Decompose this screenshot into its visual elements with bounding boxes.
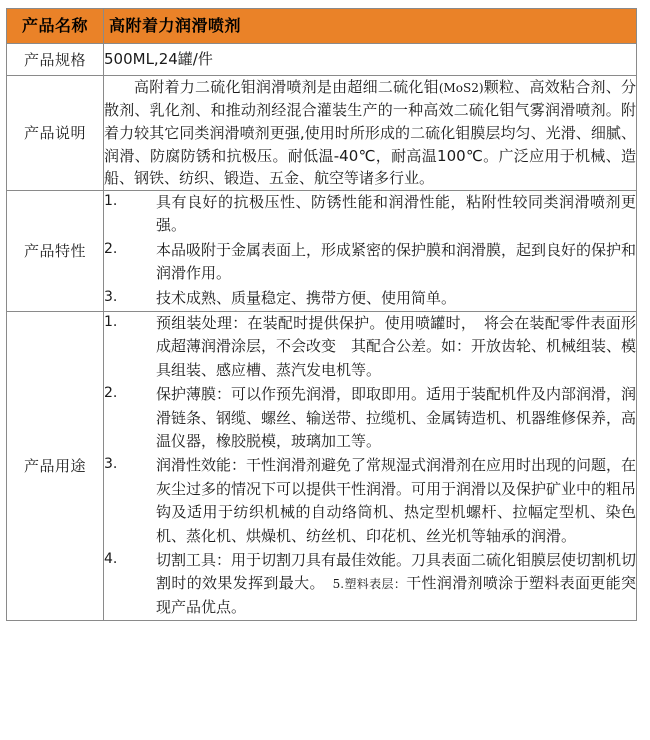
row-label-features: 产品特性 bbox=[7, 191, 104, 312]
list-item-text: 保护薄膜：可以作预先润滑，即取即用。适用于装配机件及内部润滑，润滑链条、钢缆、螺丝、输送带、拉缆机、金属铸造机、机器维修保养，高温仪器，橡胶脱模，玻璃加工等。 bbox=[156, 385, 637, 450]
features-list bbox=[104, 191, 636, 310]
table-row-features bbox=[7, 191, 637, 312]
list-item-tail-marker: 5.塑料表层： bbox=[332, 577, 407, 592]
row-label-product-name: 产品名称 bbox=[7, 9, 104, 44]
description-paragraph bbox=[104, 76, 636, 190]
row-value-description bbox=[104, 76, 637, 191]
list-item-marker: 2. bbox=[104, 240, 118, 257]
list-item-marker: 4. bbox=[104, 550, 118, 567]
list-item-marker: 3. bbox=[104, 456, 118, 473]
table-row-usage bbox=[7, 312, 637, 621]
row-label-description: 产品说明 bbox=[7, 76, 104, 191]
table-row-specification bbox=[7, 44, 637, 76]
list-item-marker: 2. bbox=[104, 385, 118, 402]
list-item-text: 具有良好的抗极压性、防锈性能和润滑性能，粘附性较同类润滑喷剂更强。 bbox=[156, 193, 636, 235]
row-value-product-name: 高附着力润滑喷剂 bbox=[104, 9, 637, 44]
list-item bbox=[104, 287, 636, 310]
row-label-specification: 产品规格 bbox=[7, 44, 104, 76]
list-item bbox=[104, 454, 636, 548]
list-item bbox=[104, 312, 636, 382]
list-item bbox=[104, 191, 636, 238]
list-item bbox=[104, 239, 636, 286]
list-item bbox=[104, 549, 636, 619]
description-lead: 高附着力二硫化钼润滑喷剂是由超细二硫化钼 bbox=[134, 78, 439, 97]
product-spec-table bbox=[6, 8, 637, 621]
list-item-marker: 3. bbox=[104, 288, 118, 305]
list-item-text: 技术成熟、质量稳定、携带方便、使用简单。 bbox=[156, 288, 457, 307]
list-item-marker: 1. bbox=[104, 193, 118, 210]
row-value-usage bbox=[104, 312, 637, 621]
list-item-text bbox=[156, 549, 636, 619]
description-formula: (MoS2) bbox=[438, 81, 484, 96]
table-row-product-name bbox=[7, 9, 637, 44]
list-item-tail-text: 干性润滑剂喷涂于塑料表面更能突现产品优点。 bbox=[156, 574, 636, 616]
row-value-specification: 500ML,24罐/件 bbox=[104, 44, 637, 76]
row-value-features bbox=[104, 191, 637, 312]
usage-list bbox=[104, 312, 636, 619]
list-item-text: 润滑性效能：干性润滑剂避免了常规湿式润滑剂在应用时出现的问题，在灰尘过多的情况下可以提供干性润滑。可用于润滑以及保护矿业中的粗吊钩及适用于纺织机械的自动络筒机、热定型机螺杆、拉幅定型机、染色机、蒸化机、烘燥机、纺丝机、印花机、丝光机等轴承的润滑。 bbox=[156, 456, 637, 545]
list-item bbox=[104, 383, 636, 453]
list-item-text: 预组装处理：在装配时提供保护。使用喷罐时， 将会在装配零件表面形成超薄润滑涂层，不会改变 其配合公差。如：开放齿轮、机械组装、模具组装、感应槽、蒸汽发电机等。 bbox=[156, 314, 637, 379]
list-item-main-text: 切割工具：用于切割刀具有最佳效能。刀具表面二硫化钼膜层使切割机切割时的效果发挥到最大。 bbox=[156, 550, 637, 593]
description-rest: 颗粒、高效粘合剂、分散剂、乳化剂、和推动剂经混合灌装生产的一种高效二硫化钼气雾润滑喷剂。附着力较其它同类润滑喷剂更强,使用时所形成的二硫化钼膜层均匀、光滑、细腻、润滑、防腐防锈和抗极压。耐低温-40℃，耐高温100℃。广泛应用于机械、造船、钢铁、纺织、锻造、五金、航空等诸多行业。 bbox=[104, 78, 636, 188]
list-item-marker: 1. bbox=[104, 314, 118, 331]
table-row-description bbox=[7, 76, 637, 191]
list-item-text: 本品吸附于金属表面上，形成紧密的保护膜和润滑膜，起到良好的保护和润滑作用。 bbox=[156, 240, 637, 283]
row-label-usage: 产品用途 bbox=[7, 312, 104, 621]
